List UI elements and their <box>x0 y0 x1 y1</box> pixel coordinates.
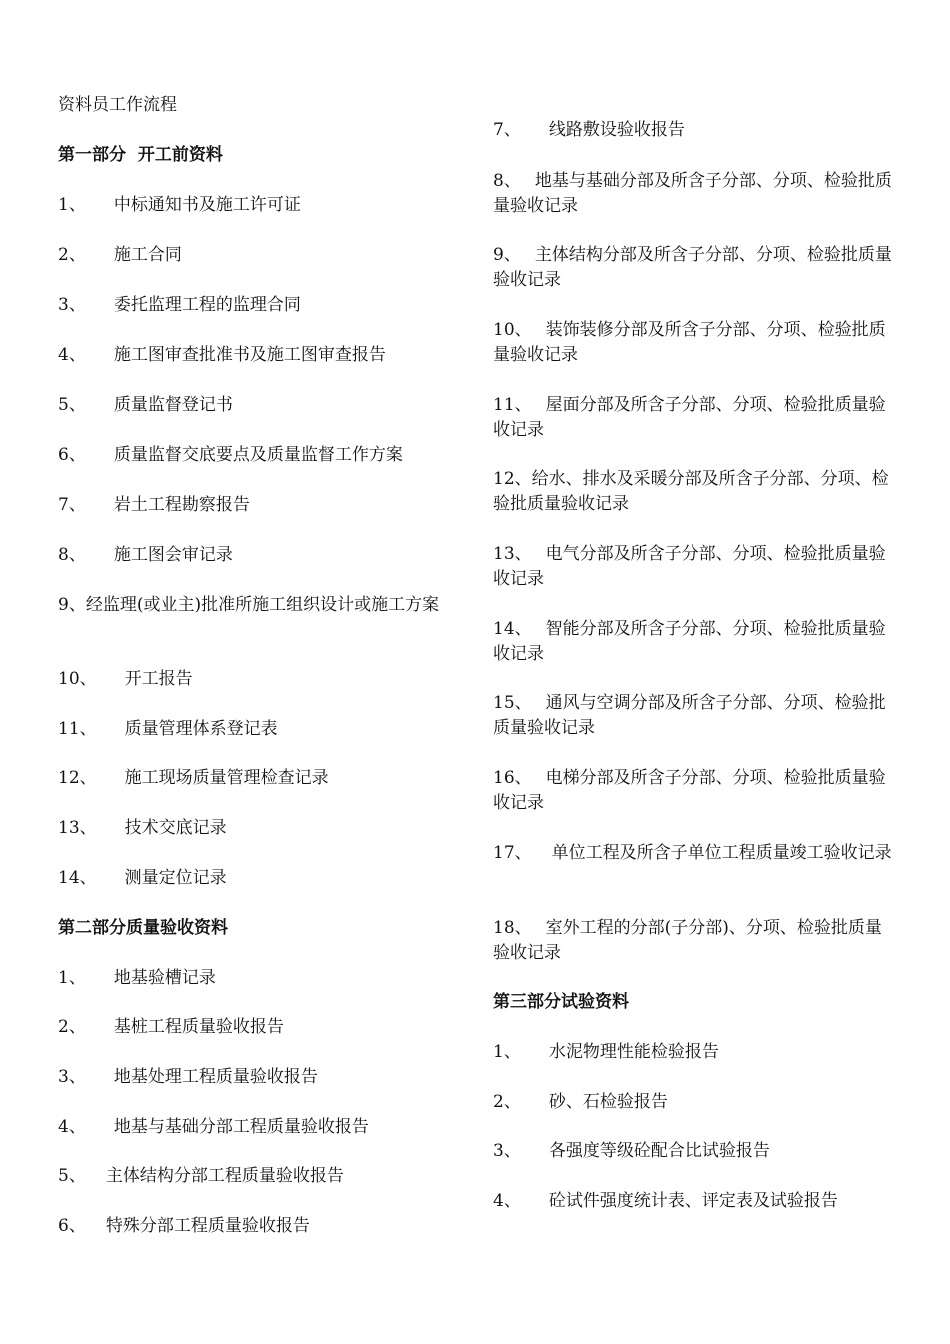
item-number: 4、 <box>58 1117 86 1137</box>
list-item <box>58 393 233 418</box>
list-item <box>58 1015 284 1040</box>
item-number: 6、 <box>58 1216 86 1236</box>
item-text: 智能分部及所含子分部、分项、检验批质量验收记录 <box>493 619 886 664</box>
list-item <box>493 318 893 368</box>
item-text: 开工报告 <box>124 669 193 689</box>
item-text: 各强度等级砼配合比试验报告 <box>548 1141 770 1161</box>
part3-heading: 第三部分试验资料 <box>493 992 629 1012</box>
item-number: 8、 <box>493 171 521 191</box>
list-item <box>493 841 893 866</box>
item-text: 施工图会审记录 <box>113 545 233 565</box>
list-item <box>493 169 893 219</box>
item-text: 给水、排水及采暖分部及所含子分部、分项、检验批质量验收记录 <box>493 469 889 514</box>
item-number: 1、 <box>58 968 86 988</box>
item-text: 中标通知书及施工许可证 <box>113 195 301 215</box>
item-number: 9、 <box>58 595 86 615</box>
item-text: 特殊分部工程质量验收报告 <box>105 1216 310 1236</box>
item-text: 质量监督登记书 <box>113 395 233 415</box>
item-number: 6、 <box>58 445 86 465</box>
list-item <box>58 193 301 218</box>
item-text: 砂、石检验报告 <box>548 1092 668 1112</box>
list-item <box>493 691 893 741</box>
item-text: 砼试件强度统计表、评定表及试验报告 <box>548 1191 838 1211</box>
item-text: 室外工程的分部(子分部)、分项、检验批质量验收记录 <box>493 918 882 963</box>
list-item <box>58 866 227 891</box>
item-number: 18、 <box>493 918 532 938</box>
item-text: 测量定位记录 <box>124 868 227 888</box>
item-text: 质量管理体系登记表 <box>124 719 278 739</box>
item-number: 12、 <box>58 768 97 788</box>
item-number: 2、 <box>493 1092 521 1112</box>
document-title: 资料员工作流程 <box>58 95 177 115</box>
item-text: 装饰装修分部及所含子分部、分项、检验批质量验收记录 <box>493 320 886 365</box>
item-number: 4、 <box>493 1191 521 1211</box>
item-text: 通风与空调分部及所含子分部、分项、检验批质量验收记录 <box>493 693 886 738</box>
item-number: 10、 <box>493 320 532 340</box>
item-text: 地基与基础分部工程质量验收报告 <box>113 1117 369 1137</box>
list-item <box>58 1164 344 1189</box>
item-text: 主体结构分部及所含子分部、分项、检验批质量验收记录 <box>493 245 892 290</box>
item-number: 4、 <box>58 345 86 365</box>
item-text: 地基验槽记录 <box>113 968 216 988</box>
item-number: 1、 <box>493 1042 521 1062</box>
list-item <box>493 916 893 966</box>
list-item <box>58 816 227 841</box>
item-number: 1、 <box>58 195 86 215</box>
item-number: 11、 <box>493 395 532 415</box>
item-number: 14、 <box>58 868 97 888</box>
item-text: 岩土工程勘察报告 <box>113 495 250 515</box>
item-text: 单位工程及所含子单位工程质量竣工验收记录 <box>551 843 892 863</box>
list-item <box>58 493 250 518</box>
item-text: 经监理(或业主)批准所施工组织设计或施工方案 <box>85 595 440 615</box>
list-item <box>493 243 893 293</box>
list-item <box>58 1115 369 1140</box>
item-text: 施工图审查批准书及施工图审查报告 <box>113 345 386 365</box>
list-item <box>58 293 301 318</box>
item-number: 2、 <box>58 245 86 265</box>
list-item <box>58 443 403 468</box>
list-item <box>493 1189 838 1214</box>
item-number: 17、 <box>493 843 532 863</box>
item-number: 5、 <box>58 1166 86 1186</box>
item-number: 3、 <box>58 1067 86 1087</box>
item-number: 13、 <box>58 818 97 838</box>
item-text: 质量监督交底要点及质量监督工作方案 <box>113 445 403 465</box>
part1-heading: 第一部分 开工前资料 <box>58 145 223 165</box>
item-number: 10、 <box>58 669 97 689</box>
item-text: 委托监理工程的监理合同 <box>113 295 301 315</box>
list-item <box>493 1040 719 1065</box>
item-text: 电气分部及所含子分部、分项、检验批质量验收记录 <box>493 544 886 589</box>
item-number: 9、 <box>493 245 521 265</box>
item-text: 地基处理工程质量验收报告 <box>113 1067 318 1087</box>
item-number: 7、 <box>493 120 521 140</box>
list-item <box>58 543 233 568</box>
item-text: 电梯分部及所含子分部、分项、检验批质量验收记录 <box>493 768 886 813</box>
list-item <box>493 118 685 143</box>
list-item <box>58 243 182 268</box>
item-text: 水泥物理性能检验报告 <box>548 1042 719 1062</box>
item-text: 屋面分部及所含子分部、分项、检验批质量验收记录 <box>493 395 886 440</box>
item-text: 主体结构分部工程质量验收报告 <box>105 1166 344 1186</box>
list-item <box>493 393 893 443</box>
list-item <box>493 467 893 517</box>
list-item <box>493 766 893 816</box>
item-number: 7、 <box>58 495 86 515</box>
item-text: 施工现场质量管理检查记录 <box>124 768 329 788</box>
list-item <box>493 1090 668 1115</box>
list-item <box>493 542 893 592</box>
item-text: 施工合同 <box>113 245 182 265</box>
item-number: 11、 <box>58 719 97 739</box>
item-number: 3、 <box>58 295 86 315</box>
list-item <box>58 966 216 991</box>
item-text: 地基与基础分部及所含子分部、分项、检验批质量验收记录 <box>493 171 892 216</box>
item-text: 基桩工程质量验收报告 <box>113 1017 284 1037</box>
item-number: 3、 <box>493 1141 521 1161</box>
item-text: 线路敷设验收报告 <box>548 120 685 140</box>
list-item <box>58 593 468 618</box>
item-number: 8、 <box>58 545 86 565</box>
list-item <box>58 717 278 742</box>
list-item <box>493 617 893 667</box>
list-item <box>58 1214 310 1239</box>
item-number: 15、 <box>493 693 532 713</box>
item-number: 13、 <box>493 544 532 564</box>
item-number: 14、 <box>493 619 532 639</box>
item-text: 技术交底记录 <box>124 818 227 838</box>
list-item <box>58 667 193 692</box>
list-item <box>58 1065 318 1090</box>
part2-heading: 第二部分质量验收资料 <box>58 918 228 938</box>
item-number: 5、 <box>58 395 86 415</box>
item-number: 2、 <box>58 1017 86 1037</box>
list-item <box>58 343 386 368</box>
list-item <box>493 1139 770 1164</box>
item-number: 12、 <box>493 469 532 489</box>
list-item <box>58 766 329 791</box>
item-number: 16、 <box>493 768 532 788</box>
